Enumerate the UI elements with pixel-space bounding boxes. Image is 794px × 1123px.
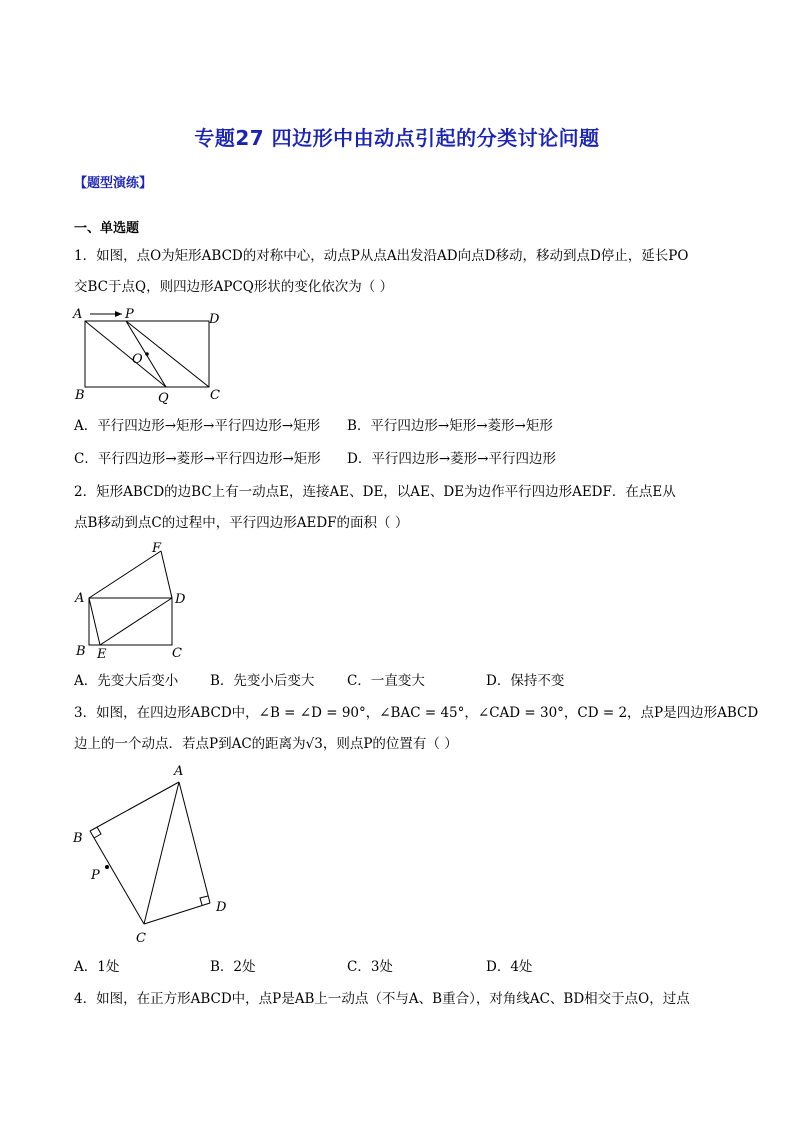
q2-rectangle — [89, 598, 172, 645]
q3-label-b: B — [73, 831, 83, 846]
q1-label-a: A — [73, 307, 83, 322]
q3-line-da — [179, 782, 210, 903]
q1-option-d[interactable]: D．平行四边形→菱形→平行四边形 — [347, 451, 556, 467]
q2-label-c: C — [172, 646, 182, 661]
q1-label-b: B — [75, 388, 85, 403]
q2-line-ae — [89, 598, 100, 645]
page-title: 专题27 四边形中由动点引起的分类讨论问题 — [194, 126, 600, 150]
q1-line-aq — [85, 321, 166, 387]
q1-label-d: D — [209, 312, 220, 327]
q1-label-q: Q — [158, 391, 169, 406]
q1-option-b[interactable]: B．平行四边形→矩形→菱形→矩形 — [347, 418, 553, 434]
q2-text-line2: 点B移动到点C的过程中，平行四边形AEDF的面积（ ） — [74, 515, 409, 531]
q2-label-a: A — [75, 591, 85, 606]
q2-text-line1: 2．矩形ABCD的边BC上有一动点E，连接AE、DE，以AE、DE为边作平行四边形AEDF．在点E从 — [74, 484, 676, 500]
q3-line-ab — [90, 782, 179, 831]
q4-text-line1: 4．如图，在正方形ABCD中，点P是AB上一动点（不与A、B重合），对角线AC、BD相交于点O，过点 — [74, 991, 690, 1007]
q1-center-dot — [145, 352, 149, 356]
q3-text-line1: 3．如图，在四边形ABCD中，∠B = ∠D = 90°，∠BAC = 45°，∠CAD = 30°，CD = 2，点P是四边形ABCD — [74, 705, 759, 721]
q2-line-ed — [100, 598, 172, 645]
q1-label-c: C — [210, 388, 220, 403]
q3-figure — [68, 758, 248, 950]
q1-option-a[interactable]: A．平行四边形→矩形→平行四边形→矩形 — [74, 418, 321, 434]
q2-option-a[interactable]: A．先变大后变小 — [74, 673, 179, 689]
q3-option-a[interactable]: A．1处 — [74, 959, 120, 975]
q2-figure — [68, 538, 198, 666]
q3-label-a: A — [174, 764, 184, 779]
q2-label-d: D — [175, 592, 186, 607]
q2-label-b: B — [76, 644, 86, 659]
q1-label-o: O — [132, 352, 143, 367]
q1-text-line1: 1．如图，点O为矩形ABCD的对称中心，动点P从点A出发沿AD向点D移动，移动到点D停止，延长PO — [74, 248, 689, 264]
q3-line-cd — [144, 903, 210, 924]
q2-option-c[interactable]: C．一直变大 — [347, 673, 425, 689]
q1-arrow-head-icon — [115, 311, 122, 317]
section-tag: 【题型演练】 — [74, 176, 153, 191]
q3-line-ac — [144, 782, 179, 924]
q2-label-f: F — [152, 541, 162, 556]
q1-text-line2: 交BC于点Q，则四边形APCQ形状的变化依次为（ ） — [74, 279, 394, 295]
section-heading: 一、单选题 — [74, 221, 140, 236]
q3-option-d[interactable]: D．4处 — [486, 959, 533, 975]
q3-option-c[interactable]: C．3处 — [347, 959, 393, 975]
q3-label-p: P — [91, 868, 100, 883]
q2-option-b[interactable]: B．先变小后变大 — [210, 673, 315, 689]
q1-figure — [68, 305, 238, 410]
q3-text-line2: 边上的一个动点．若点P到AC的距离为√3，则点P的位置有（ ） — [74, 736, 458, 752]
q1-label-p: P — [125, 307, 134, 322]
q3-point-p-dot — [105, 865, 109, 869]
q2-label-e: E — [97, 647, 107, 662]
q2-line-fd — [161, 551, 172, 598]
q3-label-c: C — [136, 931, 146, 946]
q2-option-d[interactable]: D．保持不变 — [486, 673, 565, 689]
q3-label-d: D — [216, 900, 227, 915]
q1-option-c[interactable]: C．平行四边形→菱形→平行四边形→矩形 — [74, 451, 321, 467]
q2-line-af — [89, 551, 161, 598]
q3-option-b[interactable]: B．2处 — [210, 959, 256, 975]
